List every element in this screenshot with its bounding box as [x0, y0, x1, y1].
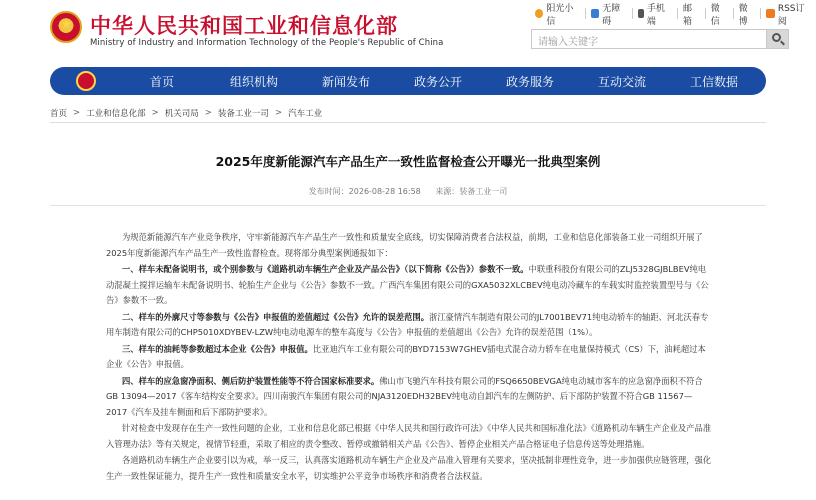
divider: [50, 205, 766, 206]
rss-icon: [766, 9, 774, 18]
top-links: [530, 3, 816, 27]
eye-icon: [591, 9, 599, 18]
search-input[interactable]: 请输入关键字: [531, 29, 767, 49]
divider: [50, 122, 766, 123]
top-link-mail[interactable]: 邮箱: [677, 8, 705, 19]
main-nav: [50, 67, 766, 95]
breadcrumb-separator-icon: >: [151, 108, 159, 118]
paragraph: 二、样车的外廓尺寸等参数与《公告》申报值的差值超过《公告》允许的误差范围。浙江豪情汽车制造有限公司的JL7001BEV71纯电动轿车的轴距、河北沃春专用车制造有限公司的CHP5010XDYBEV-LZW纯电动电源车的整车高度与《公告》申报值的差值超出《公告》允许的误差范围（1%）。: [106, 311, 709, 337]
breadcrumb-separator-icon: >: [274, 108, 283, 118]
breadcrumb-equipment-dept[interactable]: 装备工业一司: [217, 109, 269, 119]
nav-item-disclosure[interactable]: 政务公开: [413, 74, 462, 89]
top-link-wechat[interactable]: 微信: [705, 8, 733, 19]
sun-icon: [535, 9, 543, 18]
top-link-mobile[interactable]: 手机端: [632, 8, 677, 19]
top-link-weibo[interactable]: 微博: [733, 8, 761, 19]
national-emblem-icon[interactable]: ★: [50, 11, 82, 43]
article-title: 2025年度新能源汽车产品生产一致性监督检查公开曝光一批典型案例: [215, 154, 601, 169]
paragraph: 四、样车的应急窗净面积、侧后防护装置性能等不符合国家标准要求。佛山市飞驰汽车科技有限公司的FSQ6650BEVGA纯电动城市客车的应急窗净面积不符合GB 13094—2017《客车结构安全要求》。四川南骏汽车集团有限公司的NJA3120EDH32BEV纯电动自卸汽车的左侧防护、后下部防护装置不符合GB 11567—2017《汽车及挂车侧面和后下部防护要求》。: [106, 375, 703, 417]
nav-item-data[interactable]: 工信数据: [689, 74, 738, 89]
site-title[interactable]: 中华人民共和国工业和信息化部: [90, 13, 398, 38]
breadcrumb-departments[interactable]: 机关司局: [164, 109, 199, 119]
nav-item-home[interactable]: 首页: [149, 74, 174, 89]
breadcrumb-separator-icon: >: [73, 108, 81, 118]
top-link-sunshine[interactable]: 阳光小信: [530, 8, 585, 19]
top-link-accessibility[interactable]: 无障碍: [585, 8, 632, 19]
breadcrumb-home[interactable]: 首页: [50, 109, 68, 119]
breadcrumb: [50, 107, 328, 119]
article-body: [106, 230, 712, 485]
paragraph: 三、样车的油耗等参数超过本企业《公告》申报值。比亚迪汽车工业有限公司的BYD7153W7GHEV插电式混合动力轿车在电量保持模式（CS）下，油耗超过本企业《公告》申报值。: [106, 343, 706, 369]
nav-item-interaction[interactable]: 互动交流: [597, 74, 646, 89]
article-source: 来源：装备工业一司: [435, 187, 508, 196]
phone-icon: [638, 9, 644, 18]
nav-item-services[interactable]: 政务服务: [505, 74, 554, 89]
top-link-rss[interactable]: RSS订阅: [760, 8, 816, 19]
breadcrumb-auto-industry[interactable]: 汽车工业: [288, 109, 323, 119]
breadcrumb-ministry[interactable]: 工业和信息化部: [86, 109, 146, 119]
site-header: [0, 0, 816, 68]
paragraph: 为规范新能源汽车产业竞争秩序，守牢新能源汽车产品生产一致性和质量安全底线，切实保障消费者合法权益，前期，工业和信息化部装备工业一司组织开展了2025年度新能源汽车产品生产一致性监督检查。现将部分典型案例通报如下：: [106, 232, 703, 258]
paragraph: 各道路机动车辆生产企业要引以为戒，举一反三，认真落实道路机动车辆生产企业及产品准入管理有关要求，坚决抵制非理性竞争，进一步加强供应链管理，强化生产一致性保证能力，提升生产一致性和质量安全水平，切实维护公平竞争市场秩序和消费者合法权益。: [106, 455, 712, 481]
publish-date: 发布时间：2026-08-28 16:58: [308, 187, 421, 196]
paragraph: 一、样车未配备说明书，或个别参数与《道路机动车辆生产企业及产品公告》（以下简称《公告》）参数不一致。中联重科股份有限公司的ZLJ5328GJBLBEV纯电动混凝土搅拌运输车未配备说明书、轮胎生产企业与《公告》参数不一致。广西汽车集团有限公司的GXA5032XLCBEV纯电动冷藏车的车载实时监控装置型号与《公告》参数不一致。: [106, 264, 709, 305]
nav-logo-icon: [76, 71, 96, 91]
nav-item-news[interactable]: 新闻发布: [321, 74, 370, 89]
search-button[interactable]: [767, 29, 789, 49]
breadcrumb-separator-icon: >: [204, 108, 212, 118]
article-meta: [0, 186, 816, 197]
nav-item-organization[interactable]: 组织机构: [229, 74, 278, 89]
paragraph: 针对检查中发现存在生产一致性问题的企业，工业和信息化部已根据《中华人民共和国行政许可法》《中华人民共和国标准化法》《道路机动车辆生产企业及产品准入管理办法》等有关规定，视情节轻重，采取了相应的责令整改、暂停或撤销相关产品《公告》、暂停企业相关产品合格证电子信息传送等处理措施。: [106, 423, 712, 449]
site-subtitle: Ministry of Industry and Information Technology of the People's Republic of China: [90, 38, 444, 48]
